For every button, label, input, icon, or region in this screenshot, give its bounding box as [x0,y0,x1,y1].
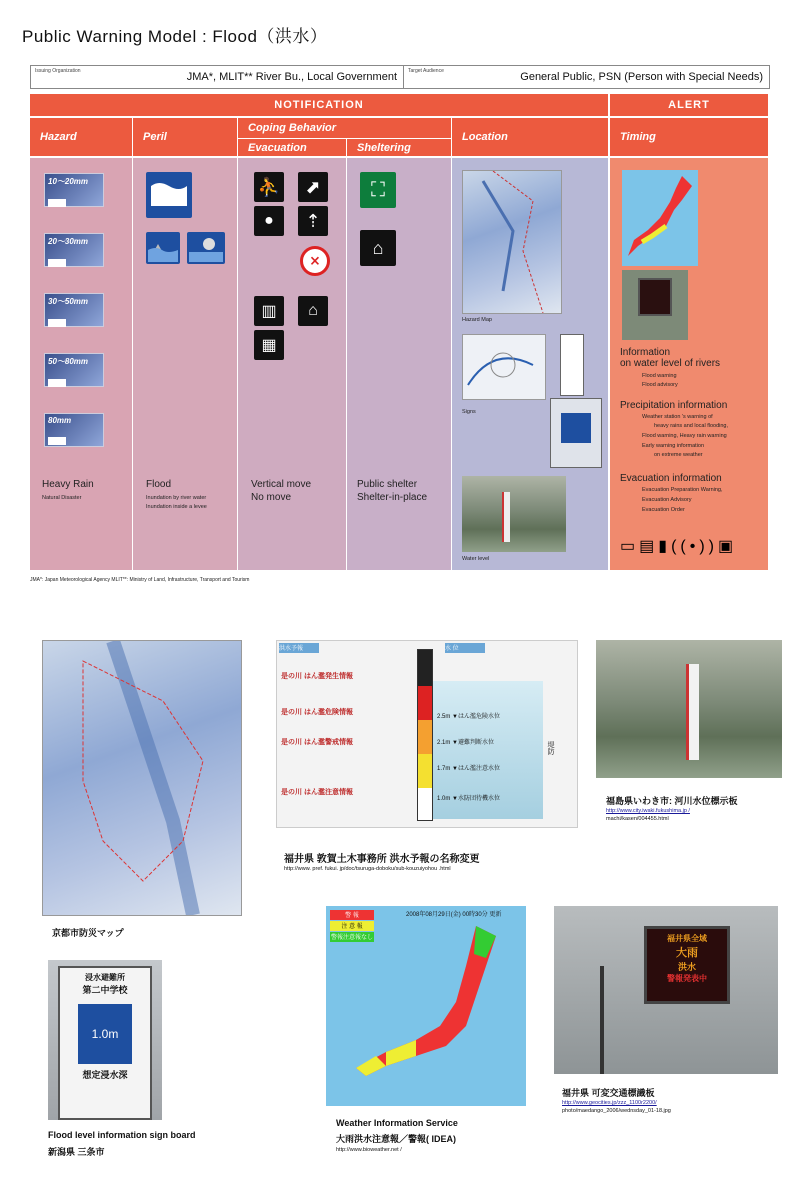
shelter-label-1: Public shelter [357,479,418,490]
vms-caption: 福井県 可変交通標識板 [562,1088,655,1098]
issuing-value: JMA*, MLIT** River Bu., Local Government [186,71,397,83]
broadcast-icon: ((•)) [671,538,718,555]
page-title: Public Warning Model : Flood（洪水） [22,27,328,46]
river-overflow-icon [146,232,180,264]
evac-info-item: Evacuation Advisory [642,497,692,503]
iwaki-url[interactable]: http://www.city.iwaki.fukushima.jp / [606,808,690,814]
rain-level-card: 50～80mm [44,353,104,387]
forecast-box-right: 水 位 [445,643,485,653]
shelter-in-building-icon: ▦ [254,330,284,360]
sign-board-line: 想定浸水深 [82,1070,128,1080]
vms-line: 福井県全域 [667,934,707,943]
weather-date: 2008年08月29日(金) 00時30分 更新 [406,912,502,918]
hanran-chui: 是の川 はん濫注意情報 [281,789,353,796]
flood-forecast-diagram [276,640,578,828]
vms-photo [554,906,778,1074]
target-audience [404,66,769,88]
sign-board-line: 浸水避難所 [85,973,125,982]
vms-url[interactable]: http://www.geocities.jp/zzz_1100r2200/ [562,1100,657,1106]
bank-label: 堤防 [547,741,554,755]
evac-label-2: No move [251,492,292,503]
japan-warning-map-thumb [622,170,698,266]
level-line: 2.5m ▼はん濫危険水位 [437,714,500,720]
water-level-label: Water level [462,556,490,562]
stay-upstairs-icon: ⌂ [298,296,328,326]
weather-url[interactable]: http://www.bioweather.net / [336,1147,402,1153]
header-peril: Peril [133,118,237,156]
iwaki-url-2: machi/kasen/004455.html [606,816,669,822]
hazard-map-image [462,170,562,314]
radio-icon: ▤ [639,538,659,555]
shelter-in-place-icon: ⌂ [360,230,396,266]
footnote: JMA*: Japan Meteorological Agency MLIT**: Ministry of Land, Infrastructure, Transport and Tourism [30,577,250,583]
header-coping: Coping Behavior [238,118,451,138]
water-info-item: Flood advisory [642,382,678,388]
levee-breach-icon [187,232,225,264]
weather-warning-map [326,906,526,1106]
shelter-exit-icon: ⛶ [360,172,396,208]
vms-url-2: photo/maedango_2006/wednsday_01-18.jpg [562,1108,671,1114]
precip-item: Weather station 's warning of [642,414,713,420]
flood-icon [146,172,192,218]
legend-warning: 警 報 [330,910,374,920]
fukui-url[interactable]: http://www. pref. fukui. jp/doc/tsuruga-doboku/sub-kouzuiyohou .html [284,866,451,872]
carry-bag-icon: ● [254,206,284,236]
weather-caption-2: 大雨洪水注意報／警報( IDEA) [336,1134,456,1144]
precip-head: Precipitation information [620,400,728,411]
hanran-hassei: 是の川 はん濫発生情報 [281,673,353,680]
fukui-caption: 福井県 敦賀土木事務所 洪水予報の名称変更 [284,854,480,865]
issuing-organization [31,66,404,88]
sheltering-column [347,158,451,570]
vertical-move-icon: ▥ [254,296,284,326]
water-info-item: Flood warning [642,373,677,379]
iwaki-caption: 福島県いわき市: 河川水位標示板 [606,796,738,806]
sign-board-depth: 1.0m [78,1004,132,1064]
sign-caption-2: 新潟県 三条市 [48,1147,105,1157]
move-up-icon: ⇡ [298,206,328,236]
kyoto-caption: 京都市防災マップ [52,928,124,938]
header-sheltering: Sheltering [347,139,451,156]
audience-value: General Public, PSN (Person with Special Needs) [520,71,763,83]
no-car-icon: ⨯ [300,246,330,276]
media-icons [620,536,737,556]
evac-info-item: Evacuation Order [642,507,685,513]
vms-line: 洪水 [677,962,696,972]
evac-info-item: Evacuation Preparation Warning, [642,487,723,493]
water-level-photo [462,476,566,552]
forecast-box-left: 洪水予報 [279,643,319,653]
flood-sign-board-photo [48,960,162,1120]
vms-line: 大雨 [676,947,698,959]
level-scale [417,649,433,821]
water-info-head-2: on water level of rivers [620,358,721,369]
rain-level-card: 30～50mm [44,293,104,327]
legend-none: 警報注意報なし [330,932,374,942]
iwaki-water-level-photo [596,640,782,778]
rain-level-card: 80mm [44,413,104,447]
kyoto-disaster-map [42,640,242,916]
audience-label: Target Audience [408,68,444,74]
sign-board-thumb [560,334,584,396]
header-hazard: Hazard [30,118,132,156]
precip-item: Early warning information [642,443,705,449]
tv-icon: ▭ [620,538,640,555]
header-location: Location [452,118,608,156]
header-evacuation: Evacuation [238,139,346,156]
notification-bar: NOTIFICATION [30,94,608,116]
precip-item: on extreme weather [654,452,703,458]
level-line: 1.7m ▼はん濫注意水位 [437,766,500,772]
alert-bar: ALERT [610,94,768,116]
vehicle-icon: ▣ [717,538,738,555]
issuing-label: Issuing Organization [35,68,81,74]
precip-item: Flood warning, Heavy rain warning [642,433,727,439]
evac-info-head: Evacuation information [620,473,722,484]
water-info-head-1: Information [620,347,671,358]
sign-board-line: 第二中学校 [82,985,128,995]
hanran-keikai: 是の川 はん濫警戒情報 [281,739,353,746]
legend-advisory: 注 意 報 [330,921,374,931]
level-line: 2.1m ▼避難判断水位 [437,740,494,746]
hazard-sub: Natural Disaster [42,495,82,501]
peril-label: Flood [146,479,172,490]
hanran-kiken: 是の川 はん濫危険情報 [281,709,353,716]
signs-map-image [462,334,546,400]
peril-sub-1: Inundation by river water [146,495,207,501]
sign-caption: Flood level information sign board [48,1130,196,1140]
shelter-label-2: Shelter-in-place [357,492,428,503]
evac-label-1: Vertical move [251,479,312,490]
vms-line: 警報発表中 [667,974,707,983]
hazard-label: Heavy Rain [42,479,94,490]
vms-sign-thumb [622,270,688,340]
mobile-phone-icon: ▮ [658,538,672,555]
flood-sign-thumb [550,398,602,468]
info-box [30,65,770,89]
rain-level-card: 10～20mm [44,173,104,207]
level-line: 1.0m ▼水防団待機水位 [437,796,500,802]
peril-sub-2: Inundation inside a levee [146,504,207,510]
precip-item: heavy rains and local flooding, [654,423,728,429]
signs-label: Signs [462,409,476,415]
rain-level-card: 20～30mm [44,233,104,267]
evacuate-walk-icon: ⛹ [254,172,284,202]
climb-stairs-icon: ⬈ [298,172,328,202]
header-timing: Timing [610,118,768,156]
hazard-map-label: Hazard Map [462,317,492,323]
weather-caption: Weather Information Service [336,1118,458,1128]
